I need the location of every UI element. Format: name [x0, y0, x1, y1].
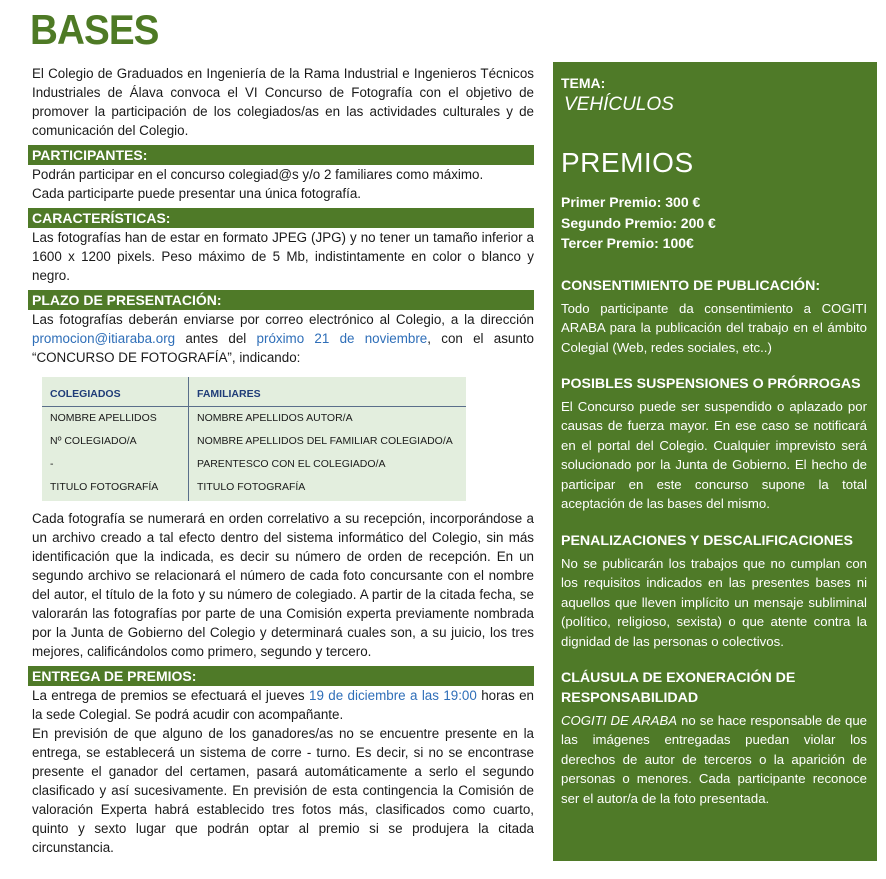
consent-block	[561, 276, 867, 357]
table-cell: TITULO FOTOGRAFÍA	[42, 476, 189, 501]
plazo-text-part: antes del	[175, 331, 257, 346]
ceremony-date: 19 de diciembre a las 19:00	[309, 688, 477, 703]
table-row	[42, 476, 466, 501]
caracteristicas-text: Las fotografías han de estar en formato JPEG (JPG) y no tener un tamaño inferior a 1600 x 1200 pixels. Peso máximo de 5 Mb, indistintamente en color o blanco y negro.	[32, 230, 534, 283]
premios-heading: PREMIOS	[561, 147, 694, 178]
prizes-list	[561, 192, 716, 254]
table-row	[42, 453, 466, 476]
table-cell: -	[42, 453, 189, 476]
table-cell: NOMBRE APELLIDOS AUTOR/A	[197, 412, 353, 424]
table-row	[42, 430, 466, 453]
entrega-text-part: La entrega de premios se efectuará el jueves	[32, 688, 309, 703]
table-cell: TITULO FOTOGRAFÍA	[197, 481, 306, 493]
disclaimer-heading: CLÁUSULA DE EXONERACIÓN DE RESPONSABILIDAD	[561, 670, 796, 706]
entrega-date-text	[28, 686, 534, 724]
table-row	[42, 407, 466, 431]
disclaimer-body: no se hace responsable de que las imágenes entregadas puedan violar los derechos de autor de terceros o la aparición de personas o menores. Cada participante reconoce ser el autor/a de la foto presentada.	[561, 713, 867, 806]
suspension-heading: POSIBLES SUSPENSIONES O PRÓRROGAS	[561, 376, 861, 392]
plazo-procedure-text: Cada fotografía se numerará en orden correlativo a su recepción, incorporándose a un archivo creado a tal efecto dentro del sistema informático del Colegio, sin más identificación que la indicada, es decir su número de orden de recepción. En un segundo archivo se relacionará el número de cada foto concursante con el nombre del autor, el título de la foto y su número de colegiado. A partir de la citada fecha, se valorarán las fotografías por parte de una Comisión experta previamente nombrada por la Junta de Gobierno del Colegio y determinará cuales son, a su juicio, los tres mejores, calificándolos como primero, segundo y tercero.	[32, 511, 534, 659]
sidebar-panel	[553, 62, 877, 861]
table-header-row	[42, 377, 466, 407]
tema-label: TEMA:	[561, 75, 606, 91]
section-heading-entrega: ENTREGA DE PREMIOS:	[28, 666, 534, 686]
penalties-text: No se publicarán los trabajos que no cumplan con los requisitos indicados en las presentes bases ni aquellos que lleven implícito un mensaje subliminal (político, religioso, sexista) o que atente contra la dignidad de las personas o colectivos.	[561, 556, 867, 649]
main-column	[28, 64, 534, 857]
table-cell: Nº COLEGIADO/A	[42, 430, 189, 453]
consent-text: Todo participante da consentimiento a COGITI ARABA para la publicación del trabajo en el ámbito Colegial (Web, redes sociales, etc..)	[561, 301, 867, 355]
table-cell: NOMBRE APELLIDOS DEL FAMILIAR COLEGIADO/A	[197, 435, 453, 447]
section-heading-participantes: PARTICIPANTES:	[28, 145, 534, 165]
section-heading-caracteristicas: CARACTERÍSTICAS:	[28, 208, 534, 228]
participantes-line-2: Cada participarte puede presentar una única fotografía.	[32, 186, 362, 201]
email-link[interactable]: promocion@itiaraba.org	[32, 331, 176, 346]
page-title: BASES	[30, 6, 159, 53]
section-heading-plazo: PLAZO DE PRESENTACIÓN:	[28, 290, 534, 310]
plazo-text	[28, 310, 534, 367]
disclaimer-text	[561, 711, 867, 808]
table-header-familiares: FAMILIARES	[189, 377, 467, 407]
table-cell: NOMBRE APELLIDOS	[42, 407, 189, 431]
disclaimer-org: COGITI DE ARABA	[561, 713, 678, 728]
penalties-heading: PENALIZACIONES Y DESCALIFICACIONES	[561, 533, 853, 549]
table-header-colegiados: COLEGIADOS	[42, 377, 189, 407]
penalties-block	[561, 531, 867, 651]
suspension-block	[561, 374, 867, 513]
participantes-line-1: Podrán participar en el concurso colegiad@s y/o 2 familiares como máximo.	[32, 167, 484, 182]
plazo-text-part: , con el asunto “CONCURSO DE FOTOGRAFÍA”, indicando:	[32, 331, 534, 365]
intro-paragraph: El Colegio de Graduados en Ingeniería de la Rama Industrial e Ingenieros Técnicos Industriales de Álava convoca el VI Concurso de Fotografía con el objetivo de promover la participación de los colegiados/as en las actividades culturales y de comunicación del Colegio.	[32, 66, 534, 138]
prize-first: Primer Premio: 300 €	[561, 194, 701, 210]
suspension-text: El Concurso puede ser suspendido o aplazado por causas de fuerza mayor. En ese caso se notificará en el portal del Colegio. Cualquier imprevisto será solucionado por la Junta de Gobierno. El hecho de participar en este concurso supone la total aceptación de las bases del mismo.	[561, 399, 867, 512]
plazo-text-part: Las fotografías deberán enviarse por correo electrónico al Colegio, a la dirección	[32, 312, 534, 327]
tema-value: VEHÍCULOS	[564, 94, 674, 115]
disclaimer-block	[561, 668, 867, 808]
required-fields-table	[42, 377, 466, 501]
entrega-text: En previsión de que alguno de los ganadores/as no se encuentre presente en la entrega, se establecerá un sistema de corre - turno. Es decir, si no se encontrase presente el ganador del certamen, pasará automáticamente a serlo el segundo clasificado y así sucesivamente. En previsión de esta contingencia la Comisión de valoración Experta habrá establecido tres fotos más, clasificados como cuarto, quinto y sexto lugar que podrán optar al premio si se produjera la citada circunstancia.	[32, 726, 534, 855]
table-cell: PARENTESCO CON EL COLEGIADO/A	[197, 458, 386, 470]
prize-second: Segundo Premio: 200 €	[561, 214, 716, 231]
deadline-date: próximo 21 de noviembre	[256, 331, 428, 346]
consent-heading: CONSENTIMIENTO DE PUBLICACIÓN:	[561, 278, 821, 294]
entrega-text-part: horas en la sede Colegial. Se podrá acudir con acompañante.	[32, 688, 534, 722]
prize-third: Tercer Premio: 100€	[561, 235, 694, 251]
